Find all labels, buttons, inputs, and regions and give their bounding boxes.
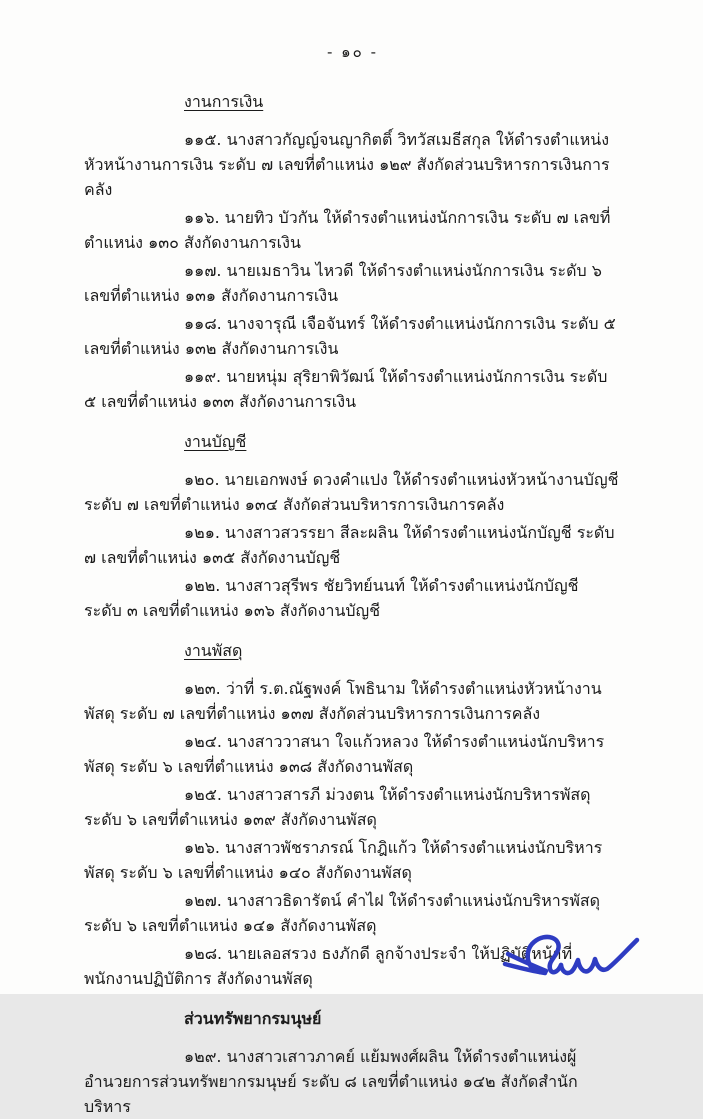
page-number: - ๑๐ - [326,43,379,61]
list-item: ๑๒๗. นางสาวธิดารัตน์ คำไฝ ให้ดำรงตำแหน่งนักบริหารพัสดุ ระดับ ๖ เลขที่ตำแหน่ง ๑๔๑ สังกัดงานพัสดุ [84,891,601,935]
list-item: ๑๑๘. นางจารุณี เจือจันทร์ ให้ดำรงตำแหน่งนักการเงิน ระดับ ๕ เลขที่ตำแหน่ง ๑๓๒ สังกัดงานการเงิน [84,314,616,358]
list-item: ๑๒๓. ว่าที่ ร.ต.ณัฐพงค์ โพธินาม ให้ดำรงตำแหน่งหัวหน้างานพัสดุ ระดับ ๗ เลขที่ตำแหน่ง ๑๓๗ สังกัดส่วนบริหารการเงินการคลัง [84,679,602,723]
signature-icon [500,918,650,988]
section-heading-finance: งานการเงิน [184,92,264,111]
list-item: ๑๒๙. นางสาวเสาวภาคย์ แย้มพงศ์ผลิน ให้ดำรงตำแหน่งผู้อำนวยการส่วนทรัพยากรมนุษย์ ระดับ ๘ เลขที่ตำแหน่ง ๑๔๒ สังกัดสำนักบริหาร [84,1047,578,1116]
list-item: ๑๒๕. นางสาวสารภี ม่วงตน ให้ดำรงตำแหน่งนักบริหารพัสดุ ระดับ ๖ เลขที่ตำแหน่ง ๑๓๙ สังกัดงานพัสดุ [84,785,591,829]
section-human-resources [84,1007,621,1119]
list-item: ๑๑๖. นายทิว บัวกัน ให้ดำรงตำแหน่งนักการเงิน ระดับ ๗ เลขที่ตำแหน่ง ๑๓๐ สังกัดงานการเงิน [84,208,611,252]
section-heading-human-resources: ส่วนทรัพยากรมนุษย์ [184,1009,322,1028]
list-item: ๑๒๒. นางสาวสุรีพร ชัยวิทย์นนท์ ให้ดำรงตำแหน่งนักบัญชี ระดับ ๓ เลขที่ตำแหน่ง ๑๓๖ สังกัดงานบัญชี [84,576,579,620]
section-accounting [84,430,621,623]
list-item: ๑๒๘. นายเลอสรวง ธงภักดี ลูกจ้างประจำ ให้ปฏิบัติหน้าที่พนักงานปฏิบัติการ สังกัดงานพัสดุ [84,944,573,988]
list-item: ๑๑๗. นายเมธาวิน ไหวดี ให้ดำรงตำแหน่งนักการเงิน ระดับ ๖ เลขที่ตำแหน่ง ๑๓๑ สังกัดงานการเงิน [84,261,602,305]
section-heading-accounting: งานบัญชี [184,432,247,451]
list-item: ๑๒๑. นางสาวสวรรยา สีละผลิน ให้ดำรงตำแหน่งนักบัญชี ระดับ ๗ เลขที่ตำแหน่ง ๑๓๕ สังกัดงานบัญชี [84,523,615,567]
list-item: ๑๒๐. นายเอกพงษ์ ดวงคำแปง ให้ดำรงตำแหน่งหัวหน้างานบัญชี ระดับ ๗ เลขที่ตำแหน่ง ๑๓๔ สังกัดส่วนบริหารการเงินการคลัง [84,470,619,514]
list-item: ๑๑๕. นางสาวกัญญ์จนญากิตติ์ วิทวัสเมธีสกุล ให้ดำรงตำแหน่งหัวหน้างานการเงิน ระดับ ๗ เลขที่ตำแหน่ง ๑๒๙ สังกัดส่วนบริหารการเงินการคลัง [84,130,610,199]
section-heading-supplies: งานพัสดุ [184,641,243,660]
list-item: ๑๑๙. นายหนุ่ม สุริยาพิวัฒน์ ให้ดำรงตำแหน่งนักการเงิน ระดับ ๕ เลขที่ตำแหน่ง ๑๓๓ สังกัดงานการเงิน [84,367,608,411]
section-finance [84,90,621,414]
list-item: ๑๒๖. นางสาวพัชราภรณ์ โกฎิแก้ว ให้ดำรงตำแหน่งนักบริหารพัสดุ ระดับ ๖ เลขที่ตำแหน่ง ๑๔๐ สังกัดงานพัสดุ [84,838,603,882]
list-item: ๑๒๔. นางสาววาสนา ใจแก้วหลวง ให้ดำรงตำแหน่งนักบริหารพัสดุ ระดับ ๖ เลขที่ตำแหน่ง ๑๓๘ สังกัดงานพัสดุ [84,732,605,776]
